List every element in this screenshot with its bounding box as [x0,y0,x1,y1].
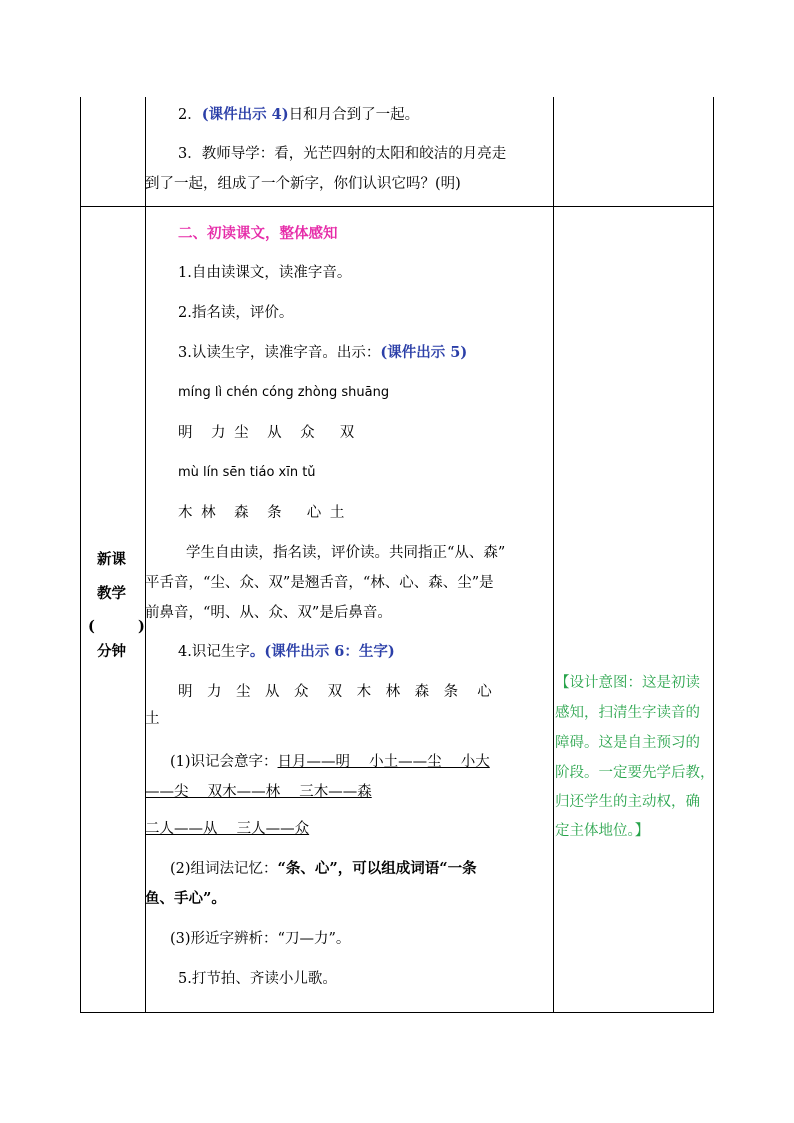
pinyin-row-1: míng lì chén cóng zhòng shuāng [178,385,390,400]
top-line-2: 2．(课件出示 4)日和月合到了一起。 [178,106,420,123]
memory-method-2: (2)组词法记忆：“条、心”，可以组成词语“一条 [170,860,477,877]
section-label-1: 新课 [97,551,126,568]
reading-para-a: 学生自由读，指名读，评价读。共同指正“从、森” [186,545,506,561]
char-row-3: 明 力 尘 从 众 双 木 林 森 条 心 [178,684,492,700]
design-note-2: 感知，扫清生字读音的 [555,705,700,721]
section-label-paren-close: ) [138,618,145,635]
step-4: 4.识记生字。(课件出示 6：生字) [178,643,395,660]
row-divider [80,206,714,207]
table-divider-2 [553,97,554,1013]
memory-method-1: (1)识记会意字：日月——明 小土——尘 小大 [170,754,490,770]
step-3: 3.认读生字，读准字音。出示：(课件出示 5) [178,344,468,361]
design-note-6: 定主体地位。】 [555,823,650,839]
step-2: 2.指名读，评价。 [178,305,294,321]
reading-para-c: 前鼻音，“明、从、众、双”是后鼻音。 [145,605,392,621]
design-note-4: 阶段。一定要先学后教， [555,765,715,781]
memory-method-2b: 鱼、手心”。 [145,890,226,907]
char-row-2: 木 林 森 条 心 土 [178,505,347,521]
design-note-3: 障碍。这是自主预习的 [555,735,700,751]
table-border-bottom [80,1012,714,1013]
top-line-3b: 到了一起，组成了一个新字，你们认识它吗？(明) [145,176,461,192]
memory-method-1b: ——尖 双木——林 三木——森 [145,784,372,800]
char-row-3b: 土 [145,711,160,727]
reading-para-b: 平舌音，“尘、众、双”是翘舌音，“林、心、森、尘”是 [145,575,494,591]
top-line-3a: 3．教师导学：看，光芒四射的太阳和皎洁的月亮走 [178,146,507,162]
memory-method-3: (3)形近字辨析：“刀—力”。 [170,931,351,947]
table-divider-1 [145,97,146,1013]
step-5: 5.打节拍、齐读小儿歌。 [178,971,337,987]
design-note-5: 归还学生的主动权，确 [555,794,700,810]
char-row-1: 明 力 尘 从 众 双 [178,425,357,441]
pinyin-row-2: mù lín sēn tiáo xīn tǔ [178,465,316,480]
section-label-paren-open: ( [88,618,95,635]
step-1: 1.自由读课文，读准字音。 [178,265,352,281]
table-border-left [80,97,81,1013]
memory-method-1c: 二人——从 三人——众 [145,821,310,837]
design-note-1: 【设计意图：这是初读 [555,675,700,691]
section-label-minutes: 分钟 [97,643,126,660]
section-heading: 二、初读课文，整体感知 [178,225,338,242]
table-border-right [713,97,714,1013]
section-label-2: 教学 [97,585,126,602]
